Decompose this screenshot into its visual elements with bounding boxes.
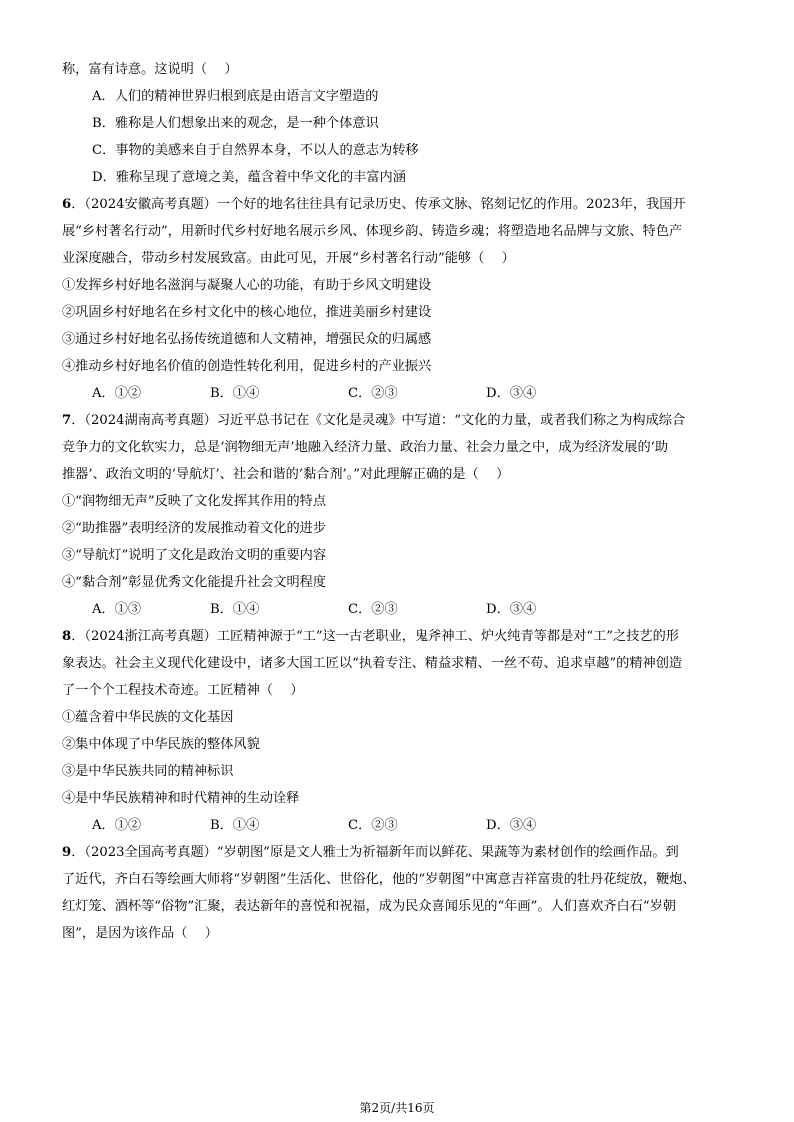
q7-choice-c: C．②③: [348, 602, 398, 617]
q7-statement-4: ④“黏合剂”彰显优秀文化能提升社会文明程度: [62, 575, 327, 590]
q9-stem-line-4: 图”，是因为该作品（ ）: [62, 926, 218, 941]
q8-choice-a: A．①②: [92, 818, 142, 833]
q6-statement-2: ②巩固乡村好地名在乡村文化中的核心地位，推进美丽乡村建设: [62, 305, 432, 320]
q5-option-a: A．人们的精神世界归根到底是由语言文字塑造的: [92, 89, 379, 104]
q6-stem-line-1: 6．（2024安徽高考真题）一个好的地名往往具有记录历史、传承文脉、铭刻记忆的作用。2023年，我国开: [62, 197, 686, 212]
q8-stem-line-2: 象表达。社会主义现代化建设中，诸多大国工匠以“执着专注、精益求精、一丝不苟、追求卓越”的精神创造: [62, 656, 683, 671]
q9-stem-line-1: 9．（2023全国高考真题）“岁朝图”原是文人雅士为祈福新年而以鲜花、果蔬等为素材创作的绘画作品。到: [62, 845, 679, 860]
q6-stem-line-3: 业深度融合，带动乡村发展致富。由此可见，开展“乡村著名行动”能够（ ）: [62, 251, 515, 266]
q5-stem-tail: 称，富有诗意。这说明（ ）: [62, 62, 238, 77]
q8-statement-2: ②集中体现了中华民族的整体风貌: [62, 737, 260, 752]
q9-number: 9: [62, 845, 72, 860]
q6-number: 6: [62, 197, 72, 212]
q8-choices: [92, 817, 692, 835]
q9-stem-line-2: 了近代，齐白石等绘画大师将“岁朝图”生活化、世俗化，他的“岁朝图”中寓意吉祥富贵的牡丹花绽放，鞭炮、: [62, 872, 696, 887]
q8-stem-line-1: 8．（2024浙江高考真题）工匠精神源于“工”这一古老职业，鬼斧神工、炉火纯青等都是对“工”之技艺的形: [62, 629, 679, 644]
q6-choice-b: B．①④: [210, 386, 260, 401]
q8-choice-c: C．②③: [348, 818, 398, 833]
q8-choice-b: B．①④: [210, 818, 260, 833]
q7-choices: [92, 601, 692, 619]
q6-choices: [92, 385, 692, 403]
q8-number: 8: [62, 629, 72, 644]
q5-option-c: C．事物的美感来自于自然界本身，不以人的意志为转移: [92, 143, 419, 158]
q6-stem-line-2: 展“乡村著名行动”，用新时代乡村好地名展示乡风、体现乡韵、铸造乡魂；将塑造地名品牌与文旅、特色产: [62, 224, 683, 239]
q7-stem-line-3: 推器’、政治文明的‘导航灯’、社会和谐的‘黏合剂’。”对此理解正确的是（ ）: [62, 467, 510, 482]
q7-choice-d: D．③④: [486, 602, 537, 617]
q7-stem-line-2: 竞争力的文化软实力，总是‘润物细无声’地融入经济力量、政治力量、社会力量之中，成为经济发展的‘助: [62, 440, 669, 455]
page-number-footer: 第2页/共16页: [359, 1101, 435, 1115]
q6-choice-c: C．②③: [348, 386, 398, 401]
q7-choice-a: A．①③: [92, 602, 142, 617]
q7-statement-1: ①“润物细无声”反映了文化发挥其作用的特点: [62, 494, 327, 509]
q7-stem-line-1: 7．（2024湖南高考真题）习近平总书记在《文化是灵魂》中写道：“文化的力量，或者我们称之为构成综合: [62, 413, 686, 428]
q7-choice-b: B．①④: [210, 602, 260, 617]
q7-statement-2: ②“助推器”表明经济的发展推动着文化的进步: [62, 521, 327, 536]
q5-option-d: D．雅称呈现了意境之美，蕴含着中华文化的丰富内涵: [92, 170, 406, 185]
q6-statement-1: ①发挥乡村好地名滋润与凝聚人心的功能，有助于乡风文明建设: [62, 278, 432, 293]
q6-choice-d: D．③④: [486, 386, 537, 401]
q6-statement-3: ③通过乡村好地名弘扬传统道德和人文精神，增强民众的归属感: [62, 332, 432, 347]
q5-option-b: B．雅称是人们想象出来的观念，是一种个体意识: [92, 116, 379, 131]
q7-number: 7: [62, 413, 72, 428]
q8-statement-4: ④是中华民族精神和时代精神的生动诠释: [62, 791, 300, 806]
q8-choice-d: D．③④: [486, 818, 537, 833]
q8-statement-3: ③是中华民族共同的精神标识: [62, 764, 234, 779]
q6-choice-a: A．①②: [92, 386, 142, 401]
q6-statement-4: ④推动乡村好地名价值的创造性转化利用，促进乡村的产业振兴: [62, 359, 432, 374]
q8-statement-1: ①蕴含着中华民族的文化基因: [62, 710, 234, 725]
q7-statement-3: ③“导航灯”说明了文化是政治文明的重要内容: [62, 548, 327, 563]
q9-stem-line-3: 红灯笼、酒杯等“俗物”汇聚，表达新年的喜悦和祝福，成为民众喜闻乐见的“年画”。人们喜欢齐白石“岁朝: [62, 899, 676, 914]
q8-stem-line-3: 了一个个工程技术奇迹。工匠精神（ ）: [62, 683, 304, 698]
